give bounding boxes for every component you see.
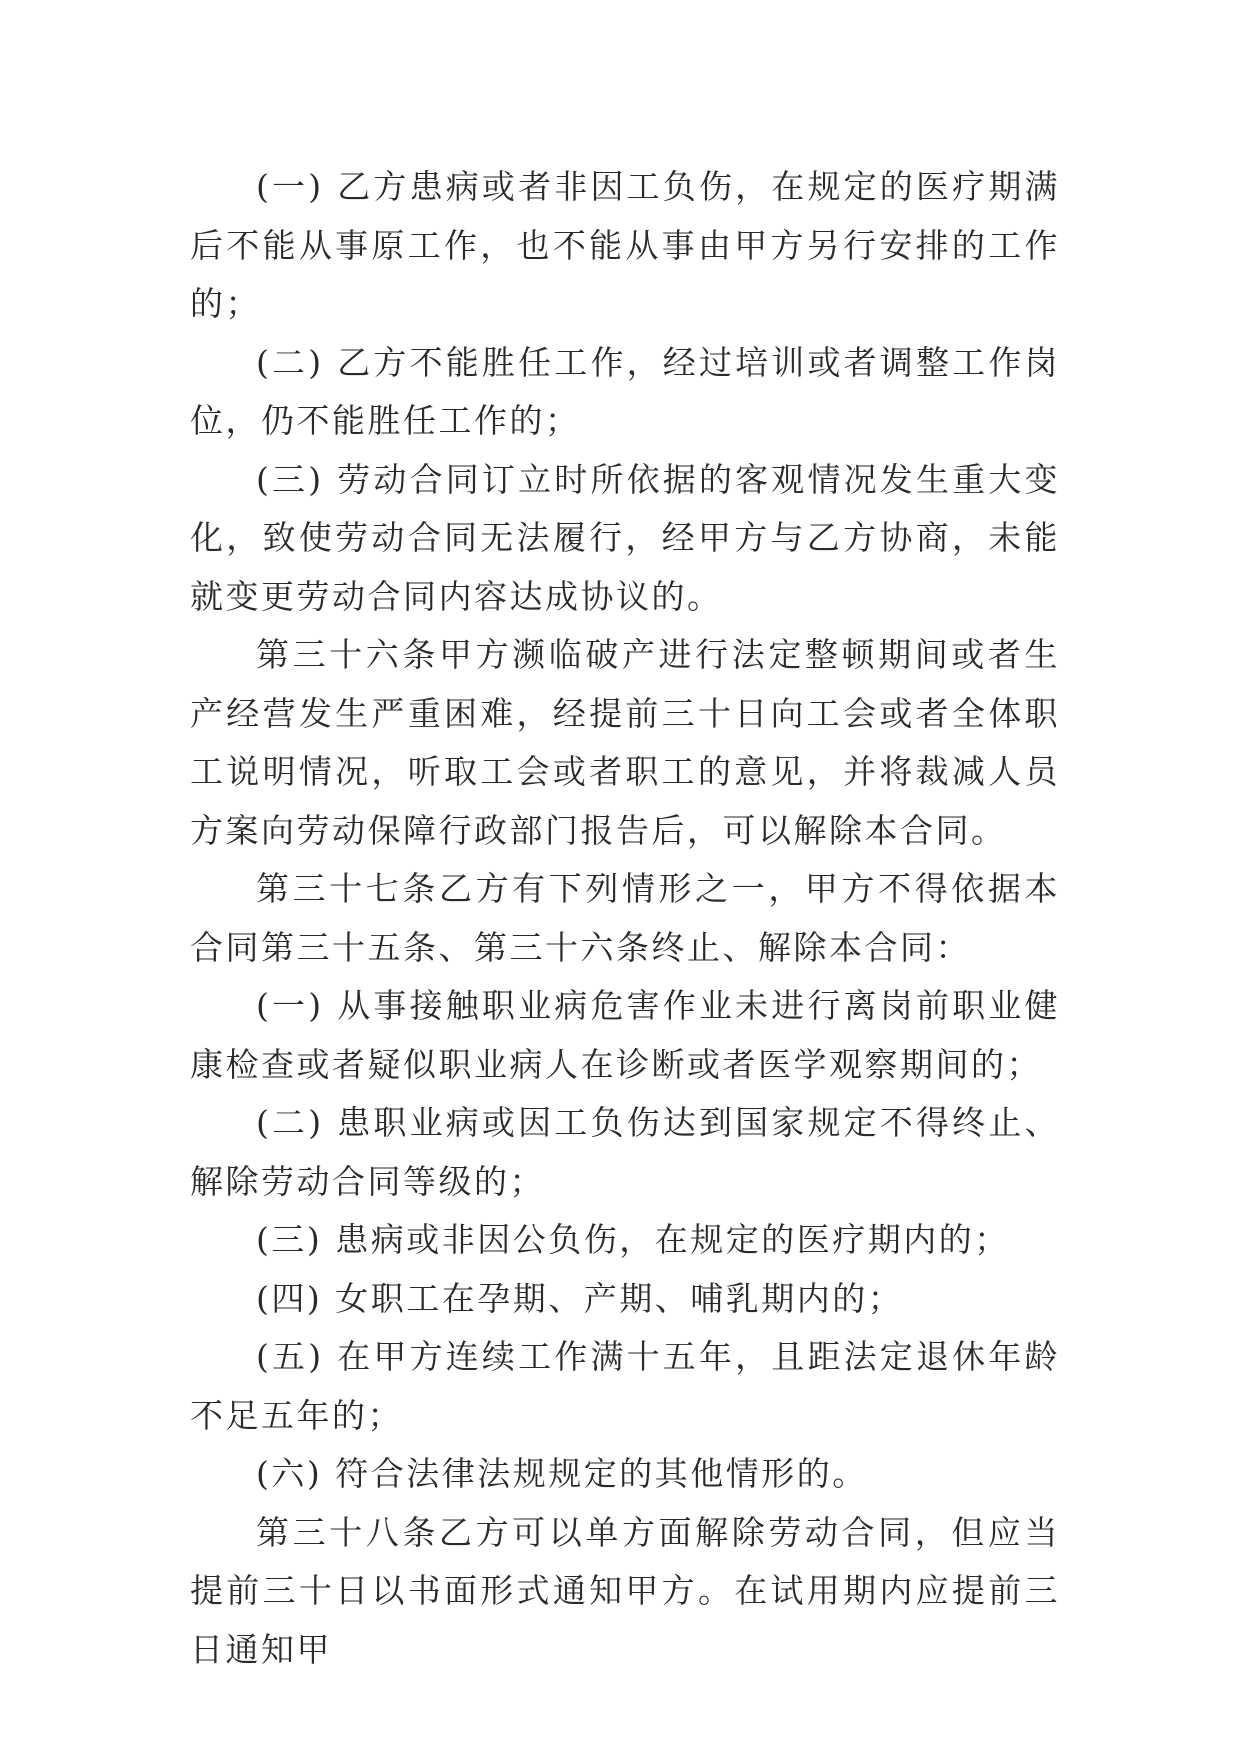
article-37-item-2: (二) 患职业病或因工负伤达到国家规定不得终止、解除劳动合同等级的； bbox=[190, 1103, 1060, 1201]
article-37: 第三十七条乙方有下列情形之一，甲方不得依据本合同第三十五条、第三十六条终止、解除本合同： bbox=[190, 869, 1060, 967]
paragraph-3: (三) 劳动合同订立时所依据的客观情况发生重大变化，致使劳动合同无法履行，经甲方与乙方协商，未能就变更劳动合同内容达成协议的。 bbox=[190, 459, 1060, 616]
article-37-item-6: (六) 符合法律法规规定的其他情形的。 bbox=[256, 1454, 868, 1493]
article-37-item-4: (四) 女职工在孕期、产期、哺乳期内的； bbox=[256, 1278, 904, 1318]
article-37-item-5: (五) 在甲方连续工作满十五年，且距法定退休年龄不足五年的； bbox=[190, 1337, 1060, 1435]
article-38: 第三十八条乙方可以单方面解除劳动合同，但应当提前三十日以书面形式通知甲方。在试用期内应提前三日通知甲 bbox=[190, 1512, 1060, 1669]
article-37-item-1: (一) 从事接触职业病危害作业未进行离岗前职业健康检查或者疑似职业病人在诊断或者医学观察期间的； bbox=[190, 986, 1060, 1084]
paragraph-2: (二) 乙方不能胜任工作，经过培训或者调整工作岗位，仍不能胜任工作的； bbox=[190, 342, 1060, 440]
document-body bbox=[190, 158, 1060, 1679]
paragraph-1: (一) 乙方患病或者非因工负伤，在规定的医疗期满后不能从事原工作，也不能从事由甲方另行安排的工作的； bbox=[190, 167, 1060, 323]
article-37-item-3: (三) 患病或非因公负伤，在规定的医疗期内的； bbox=[256, 1220, 1010, 1259]
article-36: 第三十六条甲方濒临破产进行法定整顿期间或者生产经营发生严重困难，经提前三十日向工会或者全体职工说明情况，听取工会或者职工的意见，并将裁减人员方案向劳动保障行政部门报告后，可以解除本合同。 bbox=[190, 635, 1060, 850]
